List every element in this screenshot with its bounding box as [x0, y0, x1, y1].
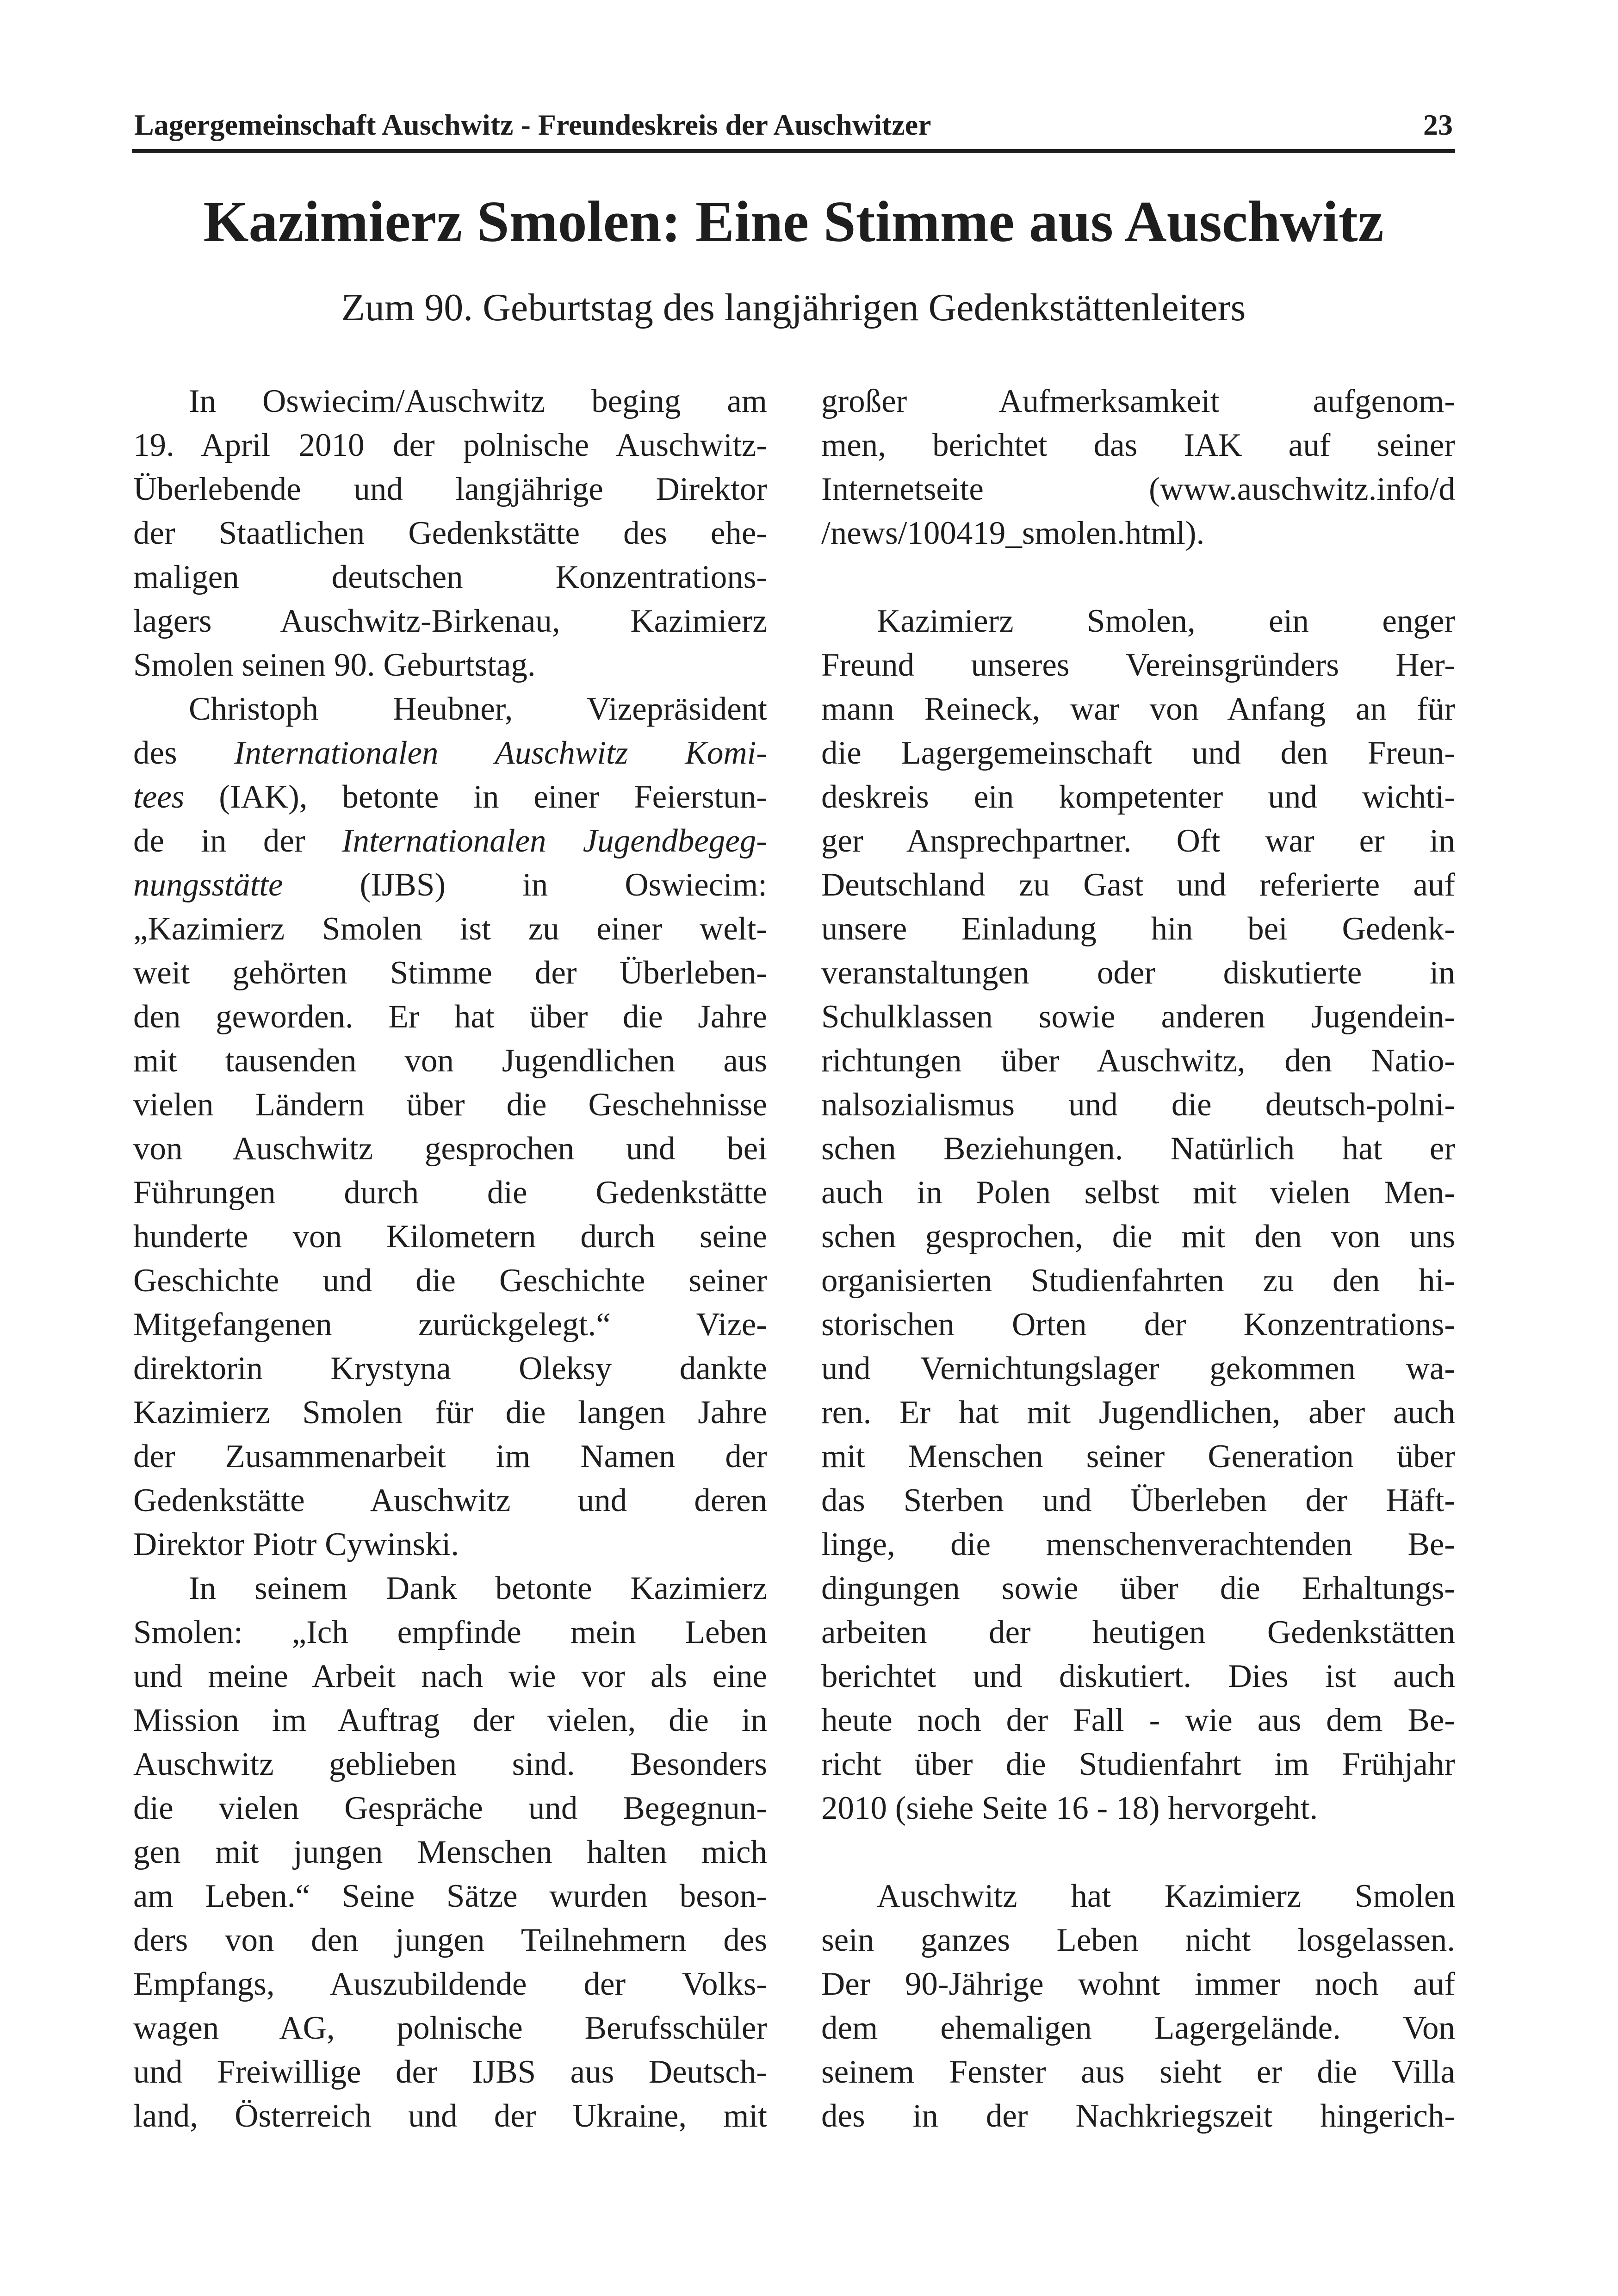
running-header [134, 100, 1453, 143]
paragraph [133, 687, 767, 1567]
text-line: Direktor Piotr Cywinski. [133, 1526, 459, 1562]
text-line: ders von den jungen Teilnehmern des [133, 1922, 767, 1958]
text-line: mann Reineck, war von Anfang an für [821, 691, 1455, 727]
text-line: arbeiten der heutigen Gedenkstätten [821, 1614, 1455, 1650]
text-line: Smolen seinen 90. Geburtstag. [133, 647, 536, 683]
text-line: Schulklassen sowie anderen Jugendein- [821, 999, 1455, 1035]
text-line: großer Aufmerksamkeit aufgenom- [821, 383, 1455, 419]
left-column [133, 380, 767, 2138]
text-line: men, berichtet das IAK auf seiner [821, 427, 1455, 463]
text-line: maligen deutschen Konzentrations- [133, 559, 767, 595]
text-run: des [133, 735, 234, 771]
text-line: Smolen: „Ich empfinde mein Leben [133, 1614, 767, 1650]
text-line: wagen AG, polnische Berufsschüler [133, 2010, 767, 2046]
text-line: ger Ansprechpartner. Oft war er in [821, 823, 1455, 859]
text-line: die vielen Gespräche und Begegnun- [133, 1790, 767, 1826]
text-line: 2010 (siehe Seite 16 - 18) hervorgeht. [821, 1790, 1318, 1826]
text-line: storischen Orten der Konzentrations- [821, 1307, 1455, 1343]
text-line: richtungen über Auschwitz, den Natio- [821, 1043, 1455, 1079]
text-line: sein ganzes Leben nicht losgelassen. [821, 1922, 1455, 1958]
text-line: berichtet und diskutiert. Dies ist auch [821, 1658, 1455, 1694]
text-line: den geworden. Er hat über die Jahre [133, 999, 767, 1035]
paragraph [821, 380, 1455, 555]
text-line: ren. Er hat mit Jugendlichen, aber auch [821, 1394, 1455, 1431]
article-subtitle: Zum 90. Geburtstag des langjährigen Gedenkstättenleiters [341, 286, 1246, 329]
text-line: Kazimierz Smolen, ein enger [877, 603, 1455, 639]
text-line: Mitgefangenen zurückgelegt.“ Vize- [133, 1307, 767, 1343]
text-line: Freund unseres Vereinsgründers Her- [821, 647, 1455, 683]
text-line: 19. April 2010 der polnische Auschwitz- [133, 427, 767, 463]
text-line: Empfangs, Auszubildende der Volks- [133, 1966, 767, 2002]
text-line: vielen Ländern über die Geschehnisse [133, 1087, 767, 1123]
text-line: Führungen durch die Gedenkstätte [133, 1175, 767, 1211]
text-line: weit gehörten Stimme der Überleben- [133, 955, 767, 991]
text-run: (IAK), betonte in einer Feierstun- [184, 779, 767, 815]
text-line: deskreis ein kompetenter und wichti- [821, 779, 1455, 815]
text-line: Kazimierz Smolen für die langen Jahre [133, 1394, 767, 1431]
text-line: mit Menschen seiner Generation über [821, 1438, 1455, 1475]
text-line: unsere Einladung hin bei Gedenk- [821, 911, 1455, 947]
italic-run: tees [133, 779, 185, 815]
text-line: das Sterben und Überleben der Häft- [821, 1482, 1455, 1518]
page-number: 23 [1423, 108, 1453, 141]
paragraph [133, 1567, 767, 2138]
text-line: dingungen sowie über die Erhaltungs- [821, 1570, 1455, 1606]
header-rule [132, 149, 1455, 153]
text-line [133, 775, 767, 819]
text-line: seinem Fenster aus sieht er die Villa [821, 2054, 1455, 2090]
text-line: richt über die Studienfahrt im Frühjahr [821, 1746, 1455, 1782]
text-line: organisierten Studienfahrten zu den hi- [821, 1263, 1455, 1299]
text-line: und meine Arbeit nach wie vor als eine [133, 1658, 767, 1694]
text-line: schen gesprochen, die mit den von uns [821, 1219, 1455, 1255]
text-line: linge, die menschenverachtenden Be- [821, 1526, 1455, 1562]
paragraph [821, 599, 1455, 1830]
text-line: In Oswiecim/Auschwitz beging am [189, 383, 767, 419]
text-line: und Freiwillige der IJBS aus Deutsch- [133, 2054, 767, 2090]
text-line: Auschwitz hat Kazimierz Smolen [877, 1878, 1455, 1914]
running-title: Lagergemeinschaft Auschwitz - Freundeskreis der Auschwitzer [134, 108, 931, 141]
text-line: direktorin Krystyna Oleksy dankte [133, 1350, 767, 1387]
text-line: In seinem Dank betonte Kazimierz [189, 1570, 767, 1606]
text-line: Christoph Heubner, Vizepräsident [189, 691, 767, 727]
text-line: /news/100419_smolen.html). [821, 515, 1205, 551]
text-line: Gedenkstätte Auschwitz und deren [133, 1482, 767, 1518]
text-line: dem ehemaligen Lagergelände. Von [821, 2010, 1455, 2046]
text-line: Geschichte und die Geschichte seiner [133, 1263, 767, 1299]
text-line [133, 819, 767, 863]
text-line [133, 731, 767, 775]
text-run: de in der [133, 823, 342, 859]
text-line: des in der Nachkriegszeit hingerich- [821, 2098, 1455, 2134]
text-line: mit tausenden von Jugendlichen aus [133, 1043, 767, 1079]
text-line [133, 863, 767, 907]
italic-run: Internationalen Auschwitz Komi- [234, 735, 767, 771]
text-line: von Auschwitz gesprochen und bei [133, 1131, 767, 1167]
article-title: Kazimierz Smolen: Eine Stimme aus Auschwitz [203, 190, 1384, 254]
text-line: schen Beziehungen. Natürlich hat er [821, 1131, 1455, 1167]
paragraph [133, 380, 767, 687]
text-line: auch in Polen selbst mit vielen Men- [821, 1175, 1455, 1211]
text-line: veranstaltungen oder diskutierte in [821, 955, 1455, 991]
text-line: Auschwitz geblieben sind. Besonders [133, 1746, 767, 1782]
text-line: die Lagergemeinschaft und den Freun- [821, 735, 1455, 771]
italic-run: nungsstätte [133, 867, 283, 903]
text-line: der Staatlichen Gedenkstätte des ehe- [133, 515, 767, 551]
text-line: heute noch der Fall - wie aus dem Be- [821, 1702, 1455, 1738]
text-run: (IJBS) in Oswiecim: [283, 867, 767, 903]
text-line: Überlebende und langjährige Direktor [133, 471, 767, 507]
text-line: der Zusammenarbeit im Namen der [133, 1438, 767, 1475]
paragraph [821, 1874, 1455, 2138]
text-line: hunderte von Kilometern durch seine [133, 1219, 767, 1255]
italic-run: Internationalen Jugendbegeg- [341, 823, 767, 859]
text-line: gen mit jungen Menschen halten mich [133, 1834, 767, 1870]
text-line: lagers Auschwitz-Birkenau, Kazimierz [133, 603, 767, 639]
text-line: land, Österreich und der Ukraine, mit [133, 2098, 767, 2134]
text-line: Der 90-Jährige wohnt immer noch auf [821, 1966, 1455, 2002]
text-line: Internetseite (www.auschwitz.info/d [821, 471, 1455, 507]
text-line: nalsozialismus und die deutsch-polni- [821, 1087, 1455, 1123]
text-line: Mission im Auftrag der vielen, die in [133, 1702, 767, 1738]
text-line: am Leben.“ Seine Sätze wurden beson- [133, 1878, 767, 1914]
right-column [821, 380, 1455, 2138]
text-line: und Vernichtungslager gekommen wa- [821, 1350, 1455, 1387]
text-line: Deutschland zu Gast und referierte auf [821, 867, 1455, 903]
text-line: „Kazimierz Smolen ist zu einer welt- [133, 911, 767, 947]
